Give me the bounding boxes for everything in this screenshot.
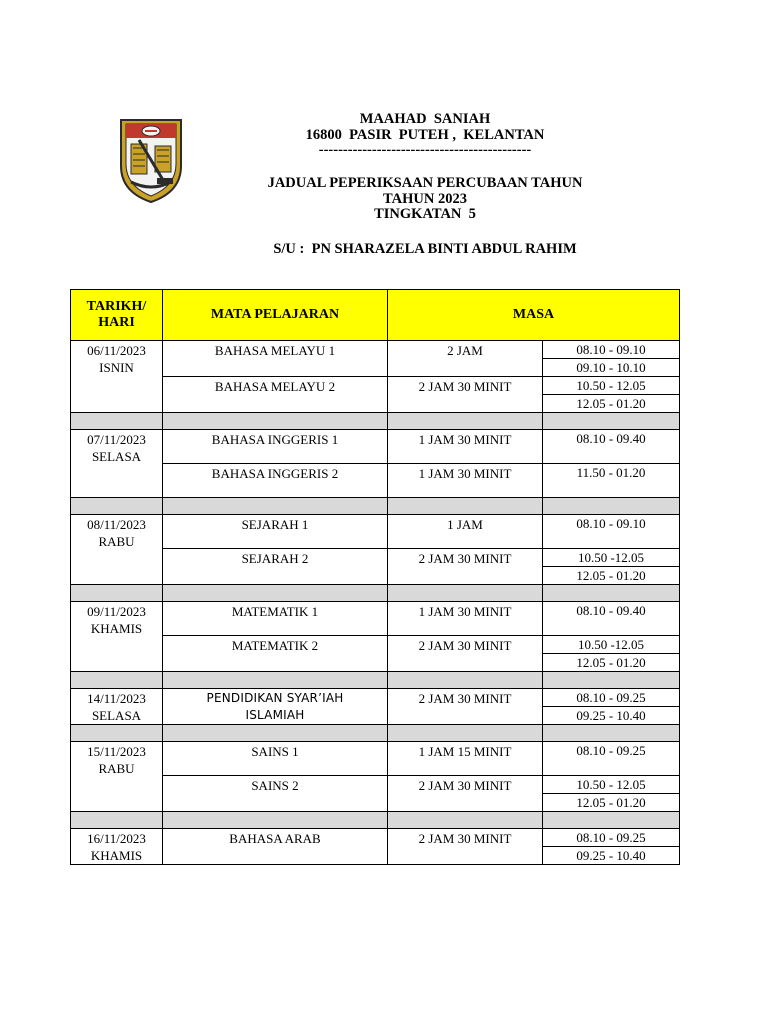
separator-cell: [543, 725, 680, 742]
header-date: TARIKH/ HARI: [71, 290, 163, 341]
day-separator-row: [71, 498, 680, 515]
subject-cell: SAINS 1: [163, 742, 388, 776]
time-slot-cell: 10.50 -12.05: [543, 549, 680, 567]
subject-cell: BAHASA ARAB: [163, 829, 388, 865]
time-slot-cell: 10.50 - 12.05: [543, 377, 680, 395]
duration-cell: 2 JAM 30 MINIT: [388, 829, 543, 865]
separator-cell: [388, 812, 543, 829]
document-year: TAHUN 2023: [383, 191, 467, 207]
subject-cell: BAHASA MELAYU 2: [163, 377, 388, 413]
time-slot-cell: 08.10 - 09.40: [543, 430, 680, 464]
table-row: [71, 776, 680, 794]
time-slot-cell: 09.25 - 10.40: [543, 847, 680, 865]
time-slot-cell: 08.10 - 09.25: [543, 742, 680, 776]
separator-cell: [388, 498, 543, 515]
subject-name-line1: PENDIDIKAN SYAR’IAH: [206, 691, 344, 705]
exam-date-cell: [71, 602, 163, 672]
exam-date-cell: [71, 430, 163, 498]
time-slot-cell: 12.05 - 01.20: [543, 567, 680, 585]
table-row: [71, 464, 680, 481]
duration-cell: 1 JAM 30 MINIT: [388, 464, 543, 498]
school-address: 16800 PASIR PUTEH , KELANTAN: [305, 127, 545, 143]
duration-cell: 1 JAM 15 MINIT: [388, 742, 543, 776]
separator-cell: [71, 812, 163, 829]
table-row: [71, 549, 680, 567]
subject-cell: BAHASA INGGERIS 1: [163, 430, 388, 464]
duration-cell: 2 JAM 30 MINIT: [388, 377, 543, 413]
time-slot-cell: 12.05 - 01.20: [543, 794, 680, 812]
exam-date-cell: [71, 829, 163, 865]
separator-cell: [163, 725, 388, 742]
exam-schedule-table: [70, 289, 680, 865]
table-row: [71, 602, 680, 619]
subject-cell: SEJARAH 2: [163, 549, 388, 585]
separator-cell: [543, 812, 680, 829]
exam-day: ISNIN: [99, 360, 134, 375]
duration-cell: 2 JAM 30 MINIT: [388, 549, 543, 585]
separator-cell: [163, 585, 388, 602]
subject-cell: MATEMATIK 1: [163, 602, 388, 636]
exam-date: 06/11/2023: [87, 343, 146, 358]
table-header-row: [71, 290, 680, 341]
separator-cell: [71, 498, 163, 515]
duration-cell: 2 JAM 30 MINIT: [388, 689, 543, 725]
separator-cell: [163, 672, 388, 689]
exam-date-cell: [71, 341, 163, 413]
table-row: [71, 742, 680, 759]
time-slot-cell: 08.10 - 09.25: [543, 689, 680, 707]
separator-cell: [543, 585, 680, 602]
time-slot-cell: 10.50 - 12.05: [543, 776, 680, 794]
separator-cell: [388, 585, 543, 602]
duration-cell: 2 JAM 30 MINIT: [388, 636, 543, 672]
separator-cell: [71, 585, 163, 602]
secretary-line: S/U : PN SHARAZELA BINTI ABDUL RAHIM: [273, 241, 577, 257]
exam-day: KHAMIS: [90, 848, 143, 863]
table-row: [71, 377, 680, 395]
separator-cell: [388, 672, 543, 689]
exam-date: 16/11/2023: [87, 831, 146, 846]
time-slot-cell: 08.10 - 09.10: [543, 341, 680, 359]
header-time: MASA: [388, 290, 680, 341]
exam-day: KHAMIS: [90, 621, 143, 636]
exam-day: SELASA: [91, 449, 142, 464]
exam-date: 09/11/2023: [87, 604, 146, 619]
day-separator-row: [71, 413, 680, 430]
table-row: [71, 515, 680, 532]
time-slot-cell: 09.10 - 10.10: [543, 359, 680, 377]
subject-cell: BAHASA INGGERIS 2: [163, 464, 388, 498]
day-separator-row: [71, 812, 680, 829]
separator-cell: [163, 498, 388, 515]
subject-cell: SEJARAH 1: [163, 515, 388, 549]
separator-cell: [543, 413, 680, 430]
exam-date-cell: [71, 742, 163, 812]
separator-cell: [71, 413, 163, 430]
document-title: JADUAL PEPERIKSAAN PERCUBAAN TAHUN: [267, 175, 583, 191]
time-slot-cell: 09.25 - 10.40: [543, 707, 680, 725]
day-separator-row: [71, 585, 680, 602]
subject-cell: BAHASA MELAYU 1: [163, 341, 388, 377]
exam-day: RABU: [98, 761, 135, 776]
separator-cell: [163, 812, 388, 829]
separator-cell: [71, 725, 163, 742]
table-row: [71, 689, 680, 707]
exam-date: 08/11/2023: [87, 517, 146, 532]
exam-date-cell: [71, 689, 163, 725]
separator-cell: [388, 725, 543, 742]
time-slot-cell: 12.05 - 01.20: [543, 654, 680, 672]
subject-name-line2: ISLAMIAH: [245, 708, 305, 722]
subject-cell: [163, 689, 388, 725]
subject-cell: SAINS 2: [163, 776, 388, 812]
duration-cell: 1 JAM 30 MINIT: [388, 430, 543, 464]
table-row: [71, 430, 680, 447]
header-subject: MATA PELAJARAN: [163, 290, 388, 341]
duration-cell: 2 JAM: [388, 341, 543, 377]
duration-cell: 1 JAM 30 MINIT: [388, 602, 543, 636]
exam-day: RABU: [98, 534, 135, 549]
subject-cell: MATEMATIK 2: [163, 636, 388, 672]
school-name: MAAHAD SANIAH: [359, 111, 491, 127]
duration-cell: 1 JAM: [388, 515, 543, 549]
separator-cell: [543, 498, 680, 515]
time-slot-cell: 10.50 -12.05: [543, 636, 680, 654]
exam-date: 07/11/2023: [87, 432, 146, 447]
time-slot-cell: 12.05 - 01.20: [543, 395, 680, 413]
exam-day: SELASA: [91, 708, 142, 723]
time-slot-cell: 08.10 - 09.25: [543, 829, 680, 847]
table-row: [71, 829, 680, 847]
separator-cell: [163, 413, 388, 430]
separator-cell: [388, 413, 543, 430]
exam-date-cell: [71, 515, 163, 585]
duration-cell: 2 JAM 30 MINIT: [388, 776, 543, 812]
exam-date: 15/11/2023: [87, 744, 146, 759]
time-slot-cell: 08.10 - 09.10: [543, 515, 680, 549]
separator-cell: [71, 672, 163, 689]
day-separator-row: [71, 672, 680, 689]
day-separator-row: [71, 725, 680, 742]
school-crest-icon: [117, 114, 185, 204]
time-slot-cell: 11.50 - 01.20: [543, 464, 680, 498]
document-level: TINGKATAN 5: [374, 206, 476, 222]
header-divider: --------------------------------------------: [318, 142, 532, 158]
table-row: [71, 341, 680, 359]
separator-cell: [543, 672, 680, 689]
exam-date: 14/11/2023: [87, 691, 146, 706]
time-slot-cell: 08.10 - 09.40: [543, 602, 680, 636]
table-row: [71, 636, 680, 654]
